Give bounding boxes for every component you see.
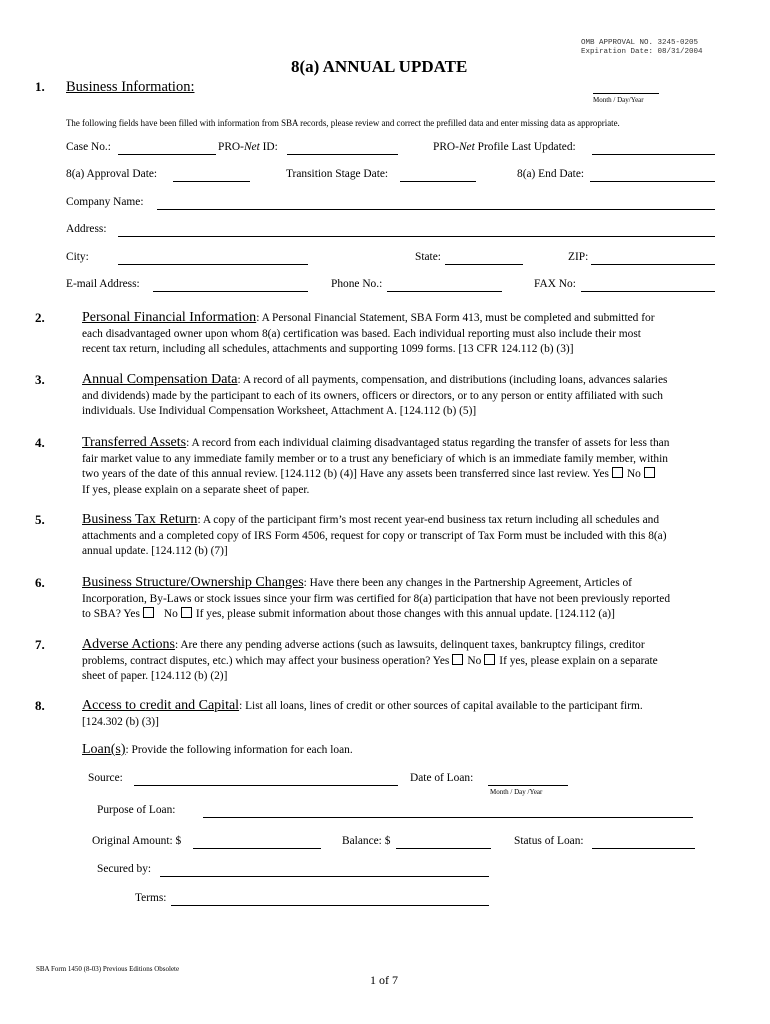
- city-field[interactable]: [118, 264, 308, 265]
- yes-checkbox[interactable]: [452, 654, 463, 665]
- section-7-number: 7.: [35, 637, 45, 652]
- section-6-heading: Business Structure/Ownership Changes: [82, 575, 304, 590]
- section-5-number: 5.: [35, 512, 45, 527]
- address-label: Address:: [66, 223, 107, 235]
- section-3-number: 3.: [35, 372, 45, 387]
- form-id: SBA Form 1450 (8-03) Previous Editions Obsolete: [36, 965, 180, 973]
- section-3-text: Annual Compensation Data: A record of all payments, compensation, and distributions (including loans, advances salaries and dividends) made by the participant to each of its owners, officers or directors, or to any person or entity affiliated with such individuals. Use Individual Compensation Worksheet, Attachment A. [124.112 (b) (5)]: [82, 372, 668, 417]
- pro-net-id-field[interactable]: [287, 154, 398, 155]
- company-name-label: Company Name:: [66, 196, 144, 208]
- original-amount-field[interactable]: [193, 848, 321, 849]
- status-field[interactable]: [592, 848, 695, 849]
- loans-text: Loan(s): Provide the following information for each loan.: [82, 742, 353, 757]
- profile-updated-field[interactable]: [592, 154, 715, 155]
- approval-date-field[interactable]: [173, 181, 250, 182]
- section-5-heading: Business Tax Return: [82, 512, 198, 527]
- balance-label: Balance: $: [342, 835, 391, 847]
- section-1-heading: Business Information:: [66, 79, 195, 95]
- yes-checkbox[interactable]: [143, 607, 154, 618]
- original-amount-label: Original Amount: $: [92, 835, 182, 847]
- yes-checkbox[interactable]: [612, 467, 623, 478]
- pro-net-id-label: PRO-Net ID:: [218, 141, 278, 153]
- date-of-loan-field[interactable]: [488, 785, 568, 786]
- terms-label: Terms:: [135, 892, 167, 904]
- transition-stage-date-field[interactable]: [400, 181, 476, 182]
- section-4-number: 4.: [35, 435, 45, 450]
- email-field[interactable]: [153, 291, 308, 292]
- section-8-number: 8.: [35, 698, 45, 713]
- state-field[interactable]: [445, 264, 523, 265]
- section-4-heading: Transferred Assets: [82, 435, 187, 450]
- section-7-text: Adverse Actions: Are there any pending adverse actions (such as lawsuits, delinquent taxes, bankruptcy filings, creditor problems, contract disputes, etc.) which may affect your business operation? Yes No If yes, please explain on a separate sheet of paper. [124.112 (b) (2)]: [82, 637, 658, 682]
- section-1-number: 1.: [35, 79, 45, 94]
- date-caption: Month / Day/Year: [593, 96, 644, 104]
- no-checkbox[interactable]: [181, 607, 192, 618]
- company-name-field[interactable]: [157, 209, 715, 210]
- omb-approval: OMB APPROVAL NO. 3245-0205: [581, 39, 699, 47]
- fax-label: FAX No:: [534, 278, 576, 290]
- address-field[interactable]: [118, 236, 715, 237]
- page-number: 1 of 7: [370, 973, 398, 987]
- phone-field[interactable]: [387, 291, 502, 292]
- source-field[interactable]: [134, 785, 398, 786]
- email-label: E-mail Address:: [66, 278, 140, 290]
- case-no-label: Case No.:: [66, 141, 111, 153]
- section-2-text: Personal Financial Information: A Personal Financial Statement, SBA Form 413, must be completed and submitted for each disadvantaged owner upon whom 8(a) certification was based. Each individual reporting must also include their most recent tax return, including all schedules, attachments and supporting 1099 forms. [13 CFR 124.112 (b) (3)]: [82, 310, 655, 355]
- section-4-text: Transferred Assets: A record from each individual claiming disadvantaged status regarding the transfer of assets for less than fair market value to any immediate family member or to a trust any beneficiary of which is an immediate family member, within two years of the date of this annual review. [124.112 (b) (4)] Have any assets been transferred since last review. Yes No If yes, please explain on a separate sheet of paper.: [82, 435, 670, 496]
- page-title: 8(a) ANNUAL UPDATE: [291, 57, 468, 76]
- section-6-text: Business Structure/Ownership Changes: Have there been any changes in the Partnership Agreement, Articles of Incorporation, By-Laws or stock issues since your firm was certified for 8(a) participation that have not been previously reported to SBA? Yes No If yes, please submit information about those changes with this annual update. [124.112 (a)]: [82, 575, 671, 620]
- loans-heading: Loan(s): [82, 742, 126, 757]
- status-label: Status of Loan:: [514, 835, 584, 847]
- state-label: State:: [415, 251, 441, 263]
- zip-label: ZIP:: [568, 251, 589, 263]
- secured-by-field[interactable]: [160, 876, 489, 877]
- section-1-instructions: The following fields have been filled with information from SBA records, please review and correct the prefilled data and enter missing data as appropriate.: [66, 118, 620, 128]
- date-of-loan-label: Date of Loan:: [410, 772, 474, 784]
- phone-label: Phone No.:: [331, 278, 383, 290]
- profile-updated-label: PRO-Net Profile Last Updated:: [433, 141, 576, 153]
- loan-date-caption: Month / Day /Year: [490, 788, 543, 796]
- end-date-field[interactable]: [590, 181, 715, 182]
- section-8-text: Access to credit and Capital: List all loans, lines of credit or other sources of capital available to the participant firm. [124.302 (b) (3)]: [82, 698, 643, 728]
- no-checkbox[interactable]: [644, 467, 655, 478]
- purpose-label: Purpose of Loan:: [97, 804, 176, 816]
- end-date-label: 8(a) End Date:: [517, 168, 585, 180]
- section-3-heading: Annual Compensation Data: [82, 372, 238, 387]
- terms-field[interactable]: [171, 905, 489, 906]
- section-8-heading: Access to credit and Capital: [82, 698, 240, 713]
- approval-date-label: 8(a) Approval Date:: [66, 168, 158, 180]
- section-5-text: Business Tax Return: A copy of the participant firm’s most recent year-end business tax return including all schedules and attachments and a completed copy of IRS Form 4506, request for copy or transcript of Tax Form must be included with this 8(a) annual update. [124.112 (b) (7)]: [82, 512, 667, 557]
- section-2-heading: Personal Financial Information: [82, 310, 257, 325]
- fax-field[interactable]: [581, 291, 715, 292]
- purpose-field[interactable]: [203, 817, 693, 818]
- expiration-date: Expiration Date: 08/31/2004: [581, 48, 703, 56]
- transition-stage-date-label: Transition Stage Date:: [286, 168, 389, 180]
- no-checkbox[interactable]: [484, 654, 495, 665]
- source-label: Source:: [88, 772, 123, 784]
- section-2-number: 2.: [35, 310, 45, 325]
- zip-field[interactable]: [591, 264, 715, 265]
- balance-field[interactable]: [396, 848, 491, 849]
- date-field-line[interactable]: [593, 93, 659, 94]
- secured-by-label: Secured by:: [97, 863, 152, 875]
- city-label: City:: [66, 251, 89, 263]
- section-7-heading: Adverse Actions: [82, 637, 175, 652]
- case-no-field[interactable]: [118, 154, 216, 155]
- section-6-number: 6.: [35, 575, 45, 590]
